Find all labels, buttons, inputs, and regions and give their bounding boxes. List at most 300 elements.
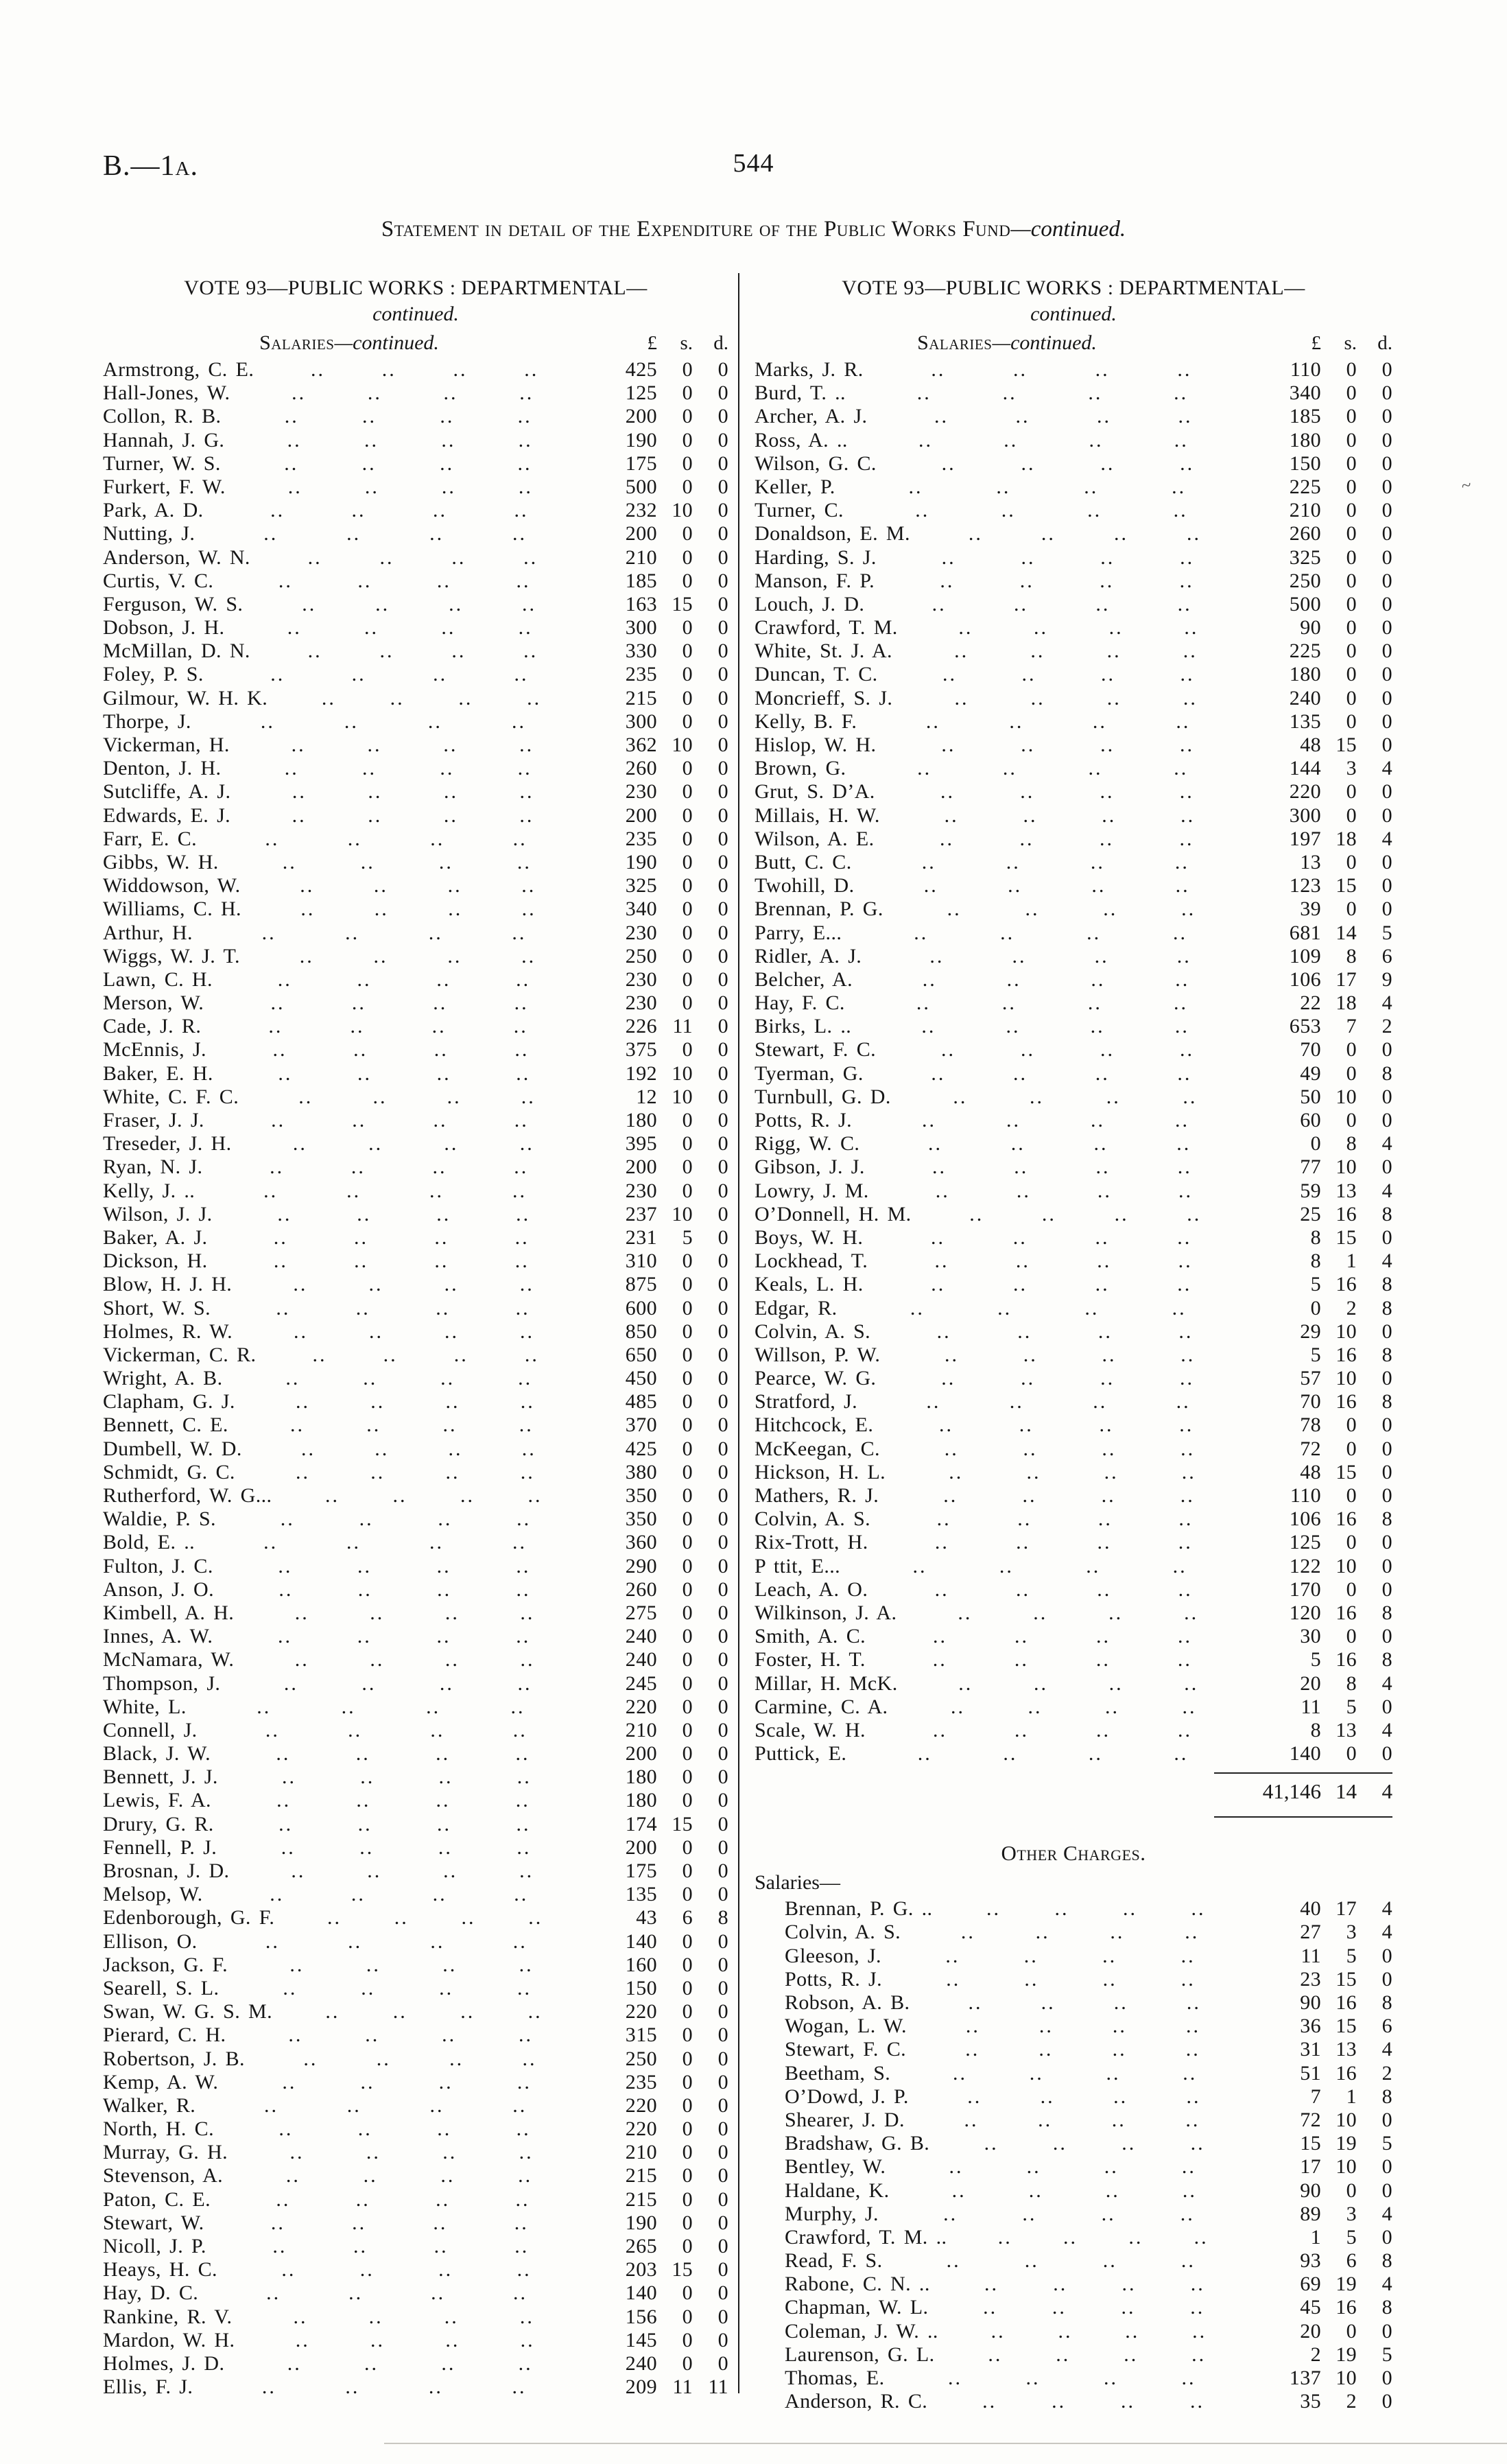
dot-leader-dots: .. [516, 2117, 531, 2141]
table-row [755, 1507, 1392, 1531]
amount-pence: 8 [1381, 1601, 1392, 1624]
table-row [103, 1038, 728, 1061]
dot-leader-dots: .. [1017, 1507, 1032, 1531]
dot-leader-dots: .. [289, 1953, 305, 1976]
person-name: Birks, L. .. [755, 1015, 852, 1038]
amount-shillings: 16 [1336, 2296, 1357, 2319]
dot-leader-dots: .. [946, 2249, 961, 2273]
person-name: Duncan, T. C. [755, 663, 878, 686]
dot-leader-dots: .. [260, 709, 275, 733]
person-name: Paton, C. E. [103, 2187, 211, 2211]
dot-leader-dots: .. [513, 1015, 528, 1038]
amount-pence: 0 [717, 1976, 728, 1999]
dot-leader-dots: .. [518, 475, 533, 498]
dot-leader-dots: .. [282, 1765, 296, 1789]
dot-leader-dots: .. [520, 1601, 535, 1624]
dot-leader-dots: .. [1056, 2343, 1071, 2366]
scan-ink-mark: ~ [1459, 474, 1473, 496]
table-row [103, 1789, 728, 1812]
table-row [755, 1226, 1392, 1249]
amount-pence: 9 [1381, 967, 1392, 991]
person-name: Millar, H. McK. [755, 1671, 898, 1695]
dot-leader-dots: .. [1095, 1225, 1110, 1249]
dot-leader-dots: .. [1000, 921, 1015, 944]
shillings-column-header-right: s. [1344, 332, 1357, 354]
dot-leader-dots: .. [510, 1695, 525, 1718]
table-row [755, 570, 1392, 593]
amount-pence: 4 [1381, 827, 1392, 850]
amount-pounds: 69 [1300, 2273, 1321, 2296]
dot-leader [250, 546, 595, 570]
amount-shillings: 17 [1336, 1897, 1357, 1921]
amount-shillings: 15 [1336, 874, 1357, 897]
dot-leader-dots: .. [1122, 1897, 1137, 1921]
table-row [103, 2329, 728, 2352]
dot-leader-dots: .. [350, 1015, 365, 1038]
person-name: Twohill, D. [755, 874, 855, 897]
person-name: Mardon, W. H. [103, 2328, 235, 2351]
table-row [755, 1625, 1392, 1648]
person-name: Read, F. S. [785, 2249, 883, 2273]
dot-leader-dots: .. [434, 1249, 449, 1273]
dot-leader-dots: .. [1112, 2038, 1127, 2061]
person-name: Merson, W. [103, 992, 204, 1015]
person-name: White, C. F. C. [103, 1085, 239, 1108]
dot-leader-dots: .. [1184, 1601, 1199, 1624]
table-row [755, 2109, 1392, 2132]
person-name: Waldie, P. S. [103, 1507, 216, 1531]
dot-leader-dots: .. [261, 921, 276, 944]
person-name: Haldane, K. [785, 2179, 890, 2202]
dot-leader-dots: .. [290, 1413, 305, 1437]
total-pence: 4 [1381, 1779, 1392, 1804]
amount-pence: 0 [1381, 1460, 1392, 1483]
amount-pence: 0 [717, 1718, 728, 1741]
person-name: Turner, W. S. [103, 451, 221, 475]
dot-leader-dots: .. [1023, 1343, 1038, 1366]
dot-leader-dots: .. [917, 1742, 932, 1765]
total-pounds: 41,146 [1262, 1779, 1321, 1804]
amount-pence: 0 [717, 2047, 728, 2070]
dot-leader [230, 382, 595, 405]
amount-pence: 0 [1381, 1225, 1392, 1249]
dot-leader [880, 1438, 1259, 1461]
amount-pounds: 450 [625, 1367, 657, 1390]
dot-leader-dots: .. [519, 1132, 534, 1155]
dot-leader-dots: .. [276, 1296, 291, 1319]
table-row [103, 1438, 728, 1461]
dot-leader [892, 687, 1259, 710]
amount-pounds: 15 [1300, 2132, 1321, 2155]
dot-leader-dots: .. [1180, 1944, 1196, 1967]
amount-pounds: 109 [1289, 944, 1321, 967]
dot-leader-dots: .. [986, 1897, 1001, 1921]
dot-leader-dots: .. [1179, 1038, 1194, 1061]
dot-leader-dots: .. [429, 522, 444, 545]
amount-pounds: 123 [1289, 874, 1321, 897]
dot-leader-dots: .. [448, 1437, 463, 1460]
amount-pence: 0 [1381, 2367, 1392, 2389]
amount-shillings: 0 [682, 2305, 693, 2328]
amount-pence: 0 [1381, 1484, 1392, 1507]
dot-leader [838, 1297, 1259, 1320]
dot-leader-dots: .. [1100, 545, 1115, 569]
dot-leader-dots: .. [519, 780, 534, 803]
amount-pounds: 265 [625, 2235, 657, 2257]
amount-shillings: 0 [682, 827, 693, 850]
amount-pence: 0 [1381, 1531, 1392, 1554]
dot-leader-dots: .. [908, 475, 923, 498]
amount-pounds: 170 [1289, 1577, 1321, 1601]
amount-pence: 0 [717, 522, 728, 545]
person-name: Foster, H. T. [755, 1648, 866, 1671]
dot-leader-dots: .. [442, 1413, 458, 1437]
amount-pounds: 180 [625, 1765, 657, 1789]
person-name: Potts, R. J. [755, 1109, 853, 1131]
dot-leader-dots: .. [1172, 475, 1187, 498]
dot-leader-dots: .. [512, 1179, 527, 1202]
dot-leader-dots: .. [1013, 1061, 1028, 1085]
dot-leader-dots: .. [1102, 1944, 1117, 1967]
table-row [103, 734, 728, 757]
dot-leader [228, 1953, 595, 1977]
dot-leader-dots: .. [1101, 2202, 1116, 2225]
amount-pounds: 150 [625, 1976, 657, 1999]
dot-leader-dots: .. [441, 616, 456, 640]
dot-leader-dots: .. [448, 897, 463, 921]
dot-leader-dots: .. [1052, 2390, 1067, 2413]
dot-leader-dots: .. [285, 1367, 300, 1390]
person-name: Hickson, H. L. [755, 1460, 886, 1483]
dot-leader-dots: .. [440, 405, 455, 428]
dot-leader-dots: .. [362, 405, 377, 428]
dot-leader-dots: .. [284, 451, 299, 475]
person-name: Searell, S. L. [103, 1976, 219, 1999]
amount-pounds: 215 [625, 2164, 657, 2187]
table-row [755, 1273, 1392, 1296]
amount-shillings: 0 [1346, 499, 1357, 522]
dot-leader [224, 429, 595, 452]
dot-leader-dots: .. [292, 1132, 307, 1155]
dot-leader-dots: .. [433, 2211, 448, 2234]
dot-leader-dots: .. [1009, 1390, 1024, 1413]
table-row [103, 1648, 728, 1671]
dot-leader [898, 1672, 1259, 1696]
dot-leader-dots: .. [427, 709, 442, 733]
dot-leader-dots: .. [372, 1085, 388, 1108]
person-name: Hislop, W. H. [755, 734, 877, 756]
amount-shillings: 0 [1346, 640, 1357, 663]
dot-leader [866, 1648, 1259, 1671]
dot-leader-dots: .. [1052, 2296, 1067, 2319]
amount-pounds: 230 [625, 967, 657, 991]
dot-leader [864, 1062, 1259, 1086]
amount-shillings: 3 [1346, 757, 1357, 780]
amount-pence: 0 [1381, 803, 1392, 827]
amount-shillings: 16 [1336, 1343, 1357, 1366]
dot-leader-dots: .. [453, 1343, 468, 1366]
amount-pence: 0 [717, 1296, 728, 1319]
amount-pence: 0 [717, 1413, 728, 1437]
person-name: Shearer, J. D. [785, 2108, 905, 2131]
dot-leader [840, 1555, 1259, 1578]
table-row [103, 2305, 728, 2329]
dot-leader-dots: .. [940, 827, 954, 850]
person-name: Treseder, J. H. [103, 1132, 232, 1155]
amount-shillings: 0 [682, 1038, 693, 1061]
dot-leader [206, 1038, 595, 1061]
amount-pounds: 350 [625, 1484, 657, 1507]
person-name: Furkert, F. W. [103, 475, 226, 498]
person-name: Walker, R. [103, 2093, 196, 2117]
amount-pence: 4 [1381, 1897, 1392, 1921]
person-name: Connell, J. [103, 1718, 198, 1741]
salaries-label-left: Salaries—continued. [259, 331, 439, 354]
dot-leader-dots: .. [1021, 1367, 1036, 1390]
amount-shillings: 0 [682, 451, 693, 475]
dot-leader-dots: .. [517, 405, 532, 428]
dot-leader-dots: .. [357, 1812, 372, 1835]
dot-leader-dots: .. [517, 2070, 532, 2093]
amount-pence: 5 [1381, 2132, 1392, 2155]
dot-leader-dots: .. [1125, 2319, 1140, 2343]
table-row [103, 593, 728, 616]
dot-leader-dots: .. [1102, 803, 1117, 827]
dot-leader-dots: .. [934, 1531, 949, 1554]
amount-shillings: 19 [1336, 2343, 1357, 2366]
dot-leader-dots: .. [293, 2305, 308, 2328]
table-row [103, 2141, 728, 2164]
dot-leader-dots: .. [392, 1484, 407, 1507]
table-row [103, 382, 728, 405]
amount-shillings: 5 [1346, 2225, 1357, 2249]
dot-leader [232, 1132, 595, 1155]
amount-shillings: 0 [682, 992, 693, 1015]
amount-pence: 8 [1381, 1390, 1392, 1413]
dot-leader-dots: .. [1104, 1695, 1119, 1718]
dot-leader-dots: .. [1179, 569, 1194, 592]
dot-leader-dots: .. [1094, 944, 1109, 967]
amount-pence: 8 [1381, 2249, 1392, 2273]
person-name: Colvin, A. S. [785, 1921, 901, 1944]
dot-leader-dots: .. [935, 1179, 950, 1202]
dot-leader-dots: .. [360, 850, 375, 873]
amount-pounds: 57 [1300, 1367, 1321, 1390]
dot-leader-dots: .. [390, 686, 405, 709]
dot-leader [202, 1155, 595, 1179]
dot-leader [224, 2352, 595, 2375]
person-name: Gilmour, W. H. K. [103, 686, 268, 709]
dot-leader-dots: .. [443, 780, 458, 803]
person-name: Hay, F. C. [755, 992, 845, 1015]
dot-leader-dots: .. [433, 992, 448, 1015]
dot-leader [877, 452, 1259, 476]
dot-leader-dots: .. [321, 686, 336, 709]
dot-leader-dots: .. [445, 1390, 460, 1413]
dot-leader [198, 1719, 595, 1742]
person-name: Denton, J. H. [103, 757, 222, 780]
amount-pence: 0 [1381, 2319, 1392, 2343]
dot-leader-dots: .. [520, 2328, 535, 2351]
amount-shillings: 14 [1336, 921, 1357, 944]
amount-pence: 0 [717, 2070, 728, 2093]
amount-pounds: 240 [1289, 686, 1321, 709]
dot-leader-dots: .. [518, 1367, 533, 1390]
table-row [755, 992, 1392, 1015]
table-row [755, 1968, 1392, 1991]
amount-shillings: 0 [682, 874, 693, 897]
amount-pence: 0 [717, 2211, 728, 2234]
dot-leader-dots: .. [519, 2141, 534, 2164]
dot-leader-dots: .. [430, 1929, 445, 1953]
dot-leader-dots: .. [351, 663, 366, 686]
amount-pence: 0 [1381, 569, 1392, 592]
amount-pounds: 231 [625, 1225, 657, 1249]
amount-shillings: 10 [672, 1061, 693, 1085]
amount-pounds: 50 [1300, 1085, 1321, 1108]
person-name: Rix-Trott, H. [755, 1531, 868, 1554]
amount-pence: 0 [717, 2023, 728, 2047]
person-name: Stewart, F. C. [785, 2038, 907, 2061]
dot-leader-dots: .. [1102, 1437, 1117, 1460]
dot-leader-dots: .. [945, 1944, 960, 1967]
amount-shillings: 0 [682, 1789, 693, 1812]
dot-leader-dots: .. [298, 1085, 313, 1108]
amount-pounds: 875 [625, 1273, 657, 1296]
dot-leader-dots: .. [1100, 780, 1115, 803]
dot-leader-dots: .. [949, 2155, 964, 2179]
table-row [755, 2390, 1392, 2413]
dot-leader [845, 992, 1259, 1015]
dot-leader-dots: .. [983, 2296, 998, 2319]
amount-shillings: 10 [1336, 1554, 1357, 1577]
person-name: Donaldson, E. M. [755, 522, 910, 545]
dot-leader-dots: .. [516, 967, 531, 991]
amount-pounds: 90 [1300, 2179, 1321, 2202]
dot-leader [875, 570, 1259, 593]
amount-shillings: 0 [1346, 1413, 1357, 1437]
table-row [755, 1742, 1392, 1765]
dot-leader-dots: .. [512, 1531, 527, 1554]
dot-leader-dots: .. [303, 2047, 318, 2070]
dot-leader [233, 1320, 595, 1344]
amount-shillings: 0 [682, 1671, 693, 1695]
dot-leader-dots: .. [934, 1249, 949, 1273]
dot-leader-dots: .. [436, 1625, 451, 1648]
amount-shillings: 13 [1336, 1718, 1357, 1741]
dot-leader-dots: .. [953, 1085, 968, 1108]
person-name: Archer, A. J. [755, 405, 868, 428]
amount-pounds: 1 [1310, 2225, 1321, 2249]
dot-leader-dots: .. [520, 1390, 535, 1413]
dot-leader-dots: .. [265, 827, 280, 850]
amount-pence: 0 [717, 1953, 728, 1976]
amount-pence: 0 [717, 874, 728, 897]
amount-pounds: 72 [1300, 1437, 1321, 1460]
table-row [755, 1461, 1392, 1484]
person-name: Stewart, F. C. [755, 1038, 877, 1061]
amount-pence: 0 [717, 850, 728, 873]
dot-leader-dots: .. [519, 382, 534, 405]
amount-pence: 0 [717, 2187, 728, 2211]
amount-pence: 0 [717, 780, 728, 803]
person-name: North, H. C. [103, 2117, 214, 2141]
dot-leader [243, 593, 595, 616]
table-row [755, 2155, 1392, 2179]
dot-leader-dots: .. [1180, 1343, 1196, 1366]
dot-leader-dots: .. [302, 592, 317, 615]
dot-leader-dots: .. [1101, 1484, 1116, 1507]
dot-leader [875, 828, 1260, 851]
person-name: Millais, H. W. [755, 803, 880, 827]
table-row [103, 1390, 728, 1413]
person-name: Brennan, P. G. [755, 897, 883, 921]
dot-leader-dots: .. [967, 2085, 982, 2108]
amount-pence: 0 [717, 428, 728, 451]
amount-pounds: 140 [625, 2281, 657, 2305]
dot-leader-dots: .. [1176, 709, 1191, 733]
table-row [755, 1672, 1392, 1696]
dot-leader [217, 1836, 595, 1859]
dot-leader-dots: .. [351, 499, 366, 522]
table-row [103, 922, 728, 945]
amount-pence: 0 [717, 1061, 728, 1085]
dot-leader-dots: .. [1006, 850, 1021, 873]
dot-leader-dots: .. [923, 874, 938, 897]
total-rule-bottom [1214, 1816, 1392, 1818]
table-row [103, 804, 728, 828]
dot-leader-dots: .. [346, 522, 361, 545]
dot-leader-dots: .. [921, 1015, 936, 1038]
dot-leader-dots: .. [941, 1038, 956, 1061]
dot-leader-dots: .. [368, 1132, 383, 1155]
dot-leader-dots: .. [1121, 2390, 1136, 2413]
dot-leader [211, 1742, 595, 1765]
amount-pence: 4 [1381, 1921, 1392, 1944]
dot-leader-dots: .. [461, 1906, 476, 1929]
dot-leader-dots: .. [436, 1789, 451, 1812]
person-name: McNamara, W. [103, 1648, 235, 1671]
dot-leader-dots: .. [1177, 1225, 1192, 1249]
dot-leader-dots: .. [915, 499, 930, 522]
pence-column-header-left: d. [713, 332, 728, 354]
amount-shillings: 0 [1346, 428, 1357, 451]
table-row [103, 2164, 728, 2187]
amount-pence: 0 [1381, 1625, 1392, 1648]
table-row [103, 2211, 728, 2235]
dot-leader [835, 476, 1259, 499]
dot-leader-dots: .. [451, 640, 466, 663]
dot-leader-dots: .. [436, 967, 451, 991]
person-name: Fulton, J. C. [103, 1554, 213, 1577]
table-row [103, 2188, 728, 2211]
dot-leader-dots: .. [357, 2117, 372, 2141]
salaries-label-right: Salaries—continued. [917, 331, 1097, 354]
salary-table-left [103, 358, 728, 2399]
dot-leader-dots: .. [363, 2164, 378, 2187]
amount-pence: 0 [717, 1367, 728, 1390]
amount-pounds: 203 [625, 2258, 657, 2281]
person-name: Keals, L. H. [755, 1273, 864, 1296]
table-row [755, 1109, 1392, 1132]
table-row [103, 429, 728, 452]
dot-leader-dots: .. [437, 2117, 452, 2141]
dot-leader-dots: .. [429, 1179, 444, 1202]
amount-pence: 8 [1381, 1991, 1392, 2014]
person-name: Nutting, J. [103, 522, 195, 545]
person-name: Nicoll, J. P. [103, 2235, 206, 2257]
dot-leader-dots: .. [517, 1671, 532, 1695]
